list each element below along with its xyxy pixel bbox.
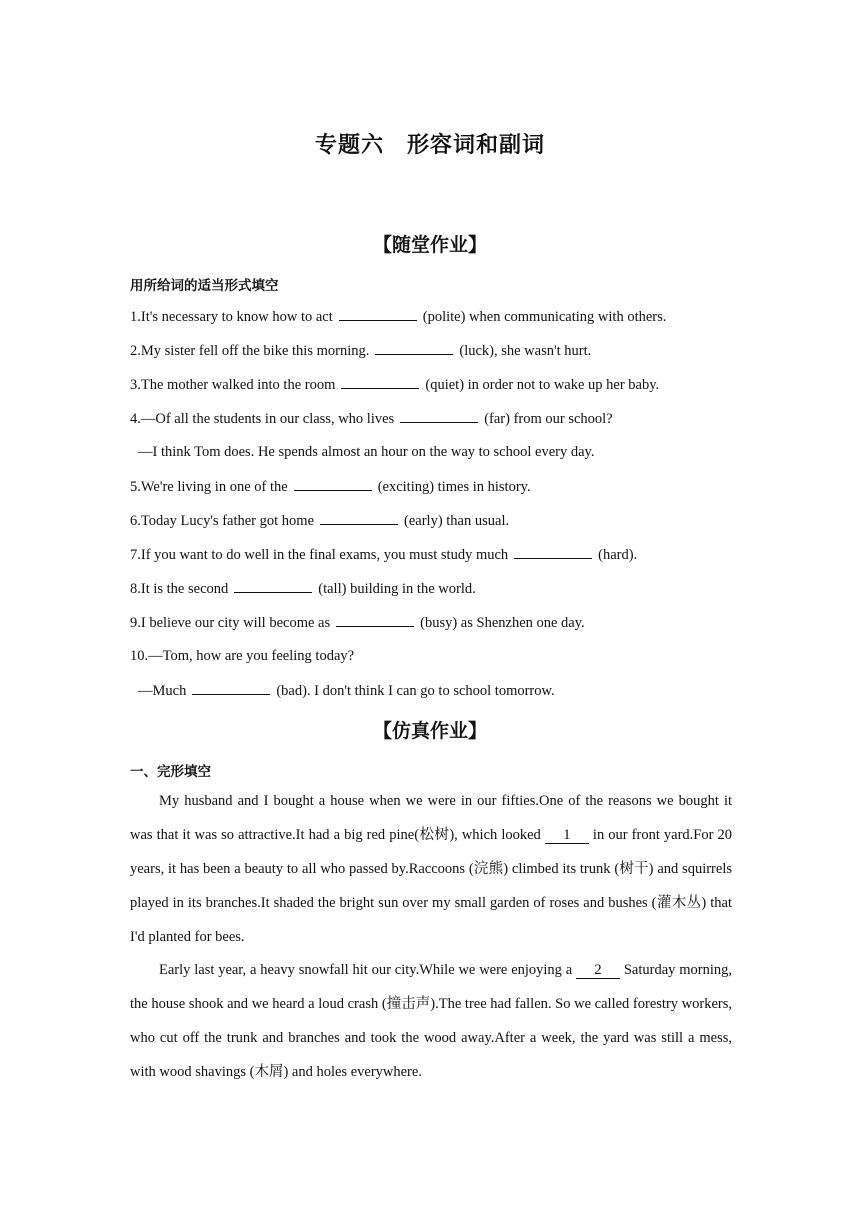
question-4-response: —I think Tom does. He spends almost an hour on the way to school every day. xyxy=(138,444,595,460)
question-7 xyxy=(130,546,637,564)
question-text: 1.It's necessary to know how to act xyxy=(130,309,333,325)
question-2 xyxy=(130,342,591,360)
question-text: 6.Today Lucy's father got home xyxy=(130,513,315,529)
question-text: 8.It is the second xyxy=(130,581,229,597)
question-text: 2.My sister fell off the bike this morning. xyxy=(130,343,370,359)
question-hint: (bad). I don't think I can go to school tomorrow. xyxy=(276,683,555,699)
question-hint: (early) than usual. xyxy=(404,513,510,529)
question-4 xyxy=(130,410,613,428)
section-heading-simulation: 【仿真作业】 xyxy=(372,720,487,742)
question-hint: (polite) when communicating with others. xyxy=(422,309,667,325)
answer-blank[interactable] xyxy=(320,512,398,525)
answer-blank[interactable] xyxy=(336,614,414,627)
cloze-blank-1[interactable]: 1 xyxy=(545,827,589,844)
answer-blank[interactable] xyxy=(339,308,417,321)
question-6 xyxy=(130,512,509,530)
answer-blank[interactable] xyxy=(400,410,478,423)
question-8 xyxy=(130,580,476,598)
part-heading: 一、完形填空 xyxy=(130,764,211,780)
question-hint: (luck), she wasn't hurt. xyxy=(459,343,592,359)
question-text: 9.I believe our city will become as xyxy=(130,615,331,631)
answer-blank[interactable] xyxy=(294,478,372,491)
question-text: 5.We're living in one of the xyxy=(130,479,288,495)
question-10-response xyxy=(138,682,555,700)
question-hint: (exciting) times in history. xyxy=(377,479,531,495)
question-10: 10.—Tom, how are you feeling today? xyxy=(130,648,355,664)
question-text: 3.The mother walked into the room xyxy=(130,377,336,393)
question-hint: (hard). xyxy=(598,547,638,563)
paragraph-text: Saturday morning, the house shook and we heard a loud crash (撞击声).The tree had fallen. So we called forestry workers, who cut off the trunk and branches and took the wood away.After a week, the yard was still a mess, with wood shavings (木屑) and holes everywhere. xyxy=(130,962,732,1080)
question-text: —Much xyxy=(138,683,187,699)
cloze-paragraph-1 xyxy=(130,784,732,954)
question-hint: (busy) as Shenzhen one day. xyxy=(420,615,585,631)
question-5 xyxy=(130,478,531,496)
question-hint: (far) from our school? xyxy=(484,411,613,427)
question-9 xyxy=(130,614,585,632)
answer-blank[interactable] xyxy=(341,376,419,389)
answer-blank[interactable] xyxy=(375,342,453,355)
paragraph-text: in our front yard.For 20 years, it has been a beauty to all who passed by.Raccoons (浣熊) climbed its trunk (树干) and squirrels played in its branches.It shaded the bright sun over my small garden of roses and bushes (灌木丛) that I'd planted for bees. xyxy=(130,827,733,945)
question-3 xyxy=(130,376,659,394)
paragraph-text: Early last year, a heavy snowfall hit our city.While we were enjoying a xyxy=(159,962,577,978)
question-hint: (quiet) in order not to wake up her baby. xyxy=(425,377,660,393)
paragraph-text: My husband and I bought a house when we were in our fifties.One of the reasons we bought it was that it was so attractive.It had a big red pine(松树), which looked xyxy=(130,793,732,843)
answer-blank[interactable] xyxy=(514,546,592,559)
answer-blank[interactable] xyxy=(234,580,312,593)
cloze-paragraph-2 xyxy=(130,953,732,1089)
cloze-blank-2[interactable]: 2 xyxy=(576,962,620,979)
question-text: 4.—Of all the students in our class, who lives xyxy=(130,411,395,427)
page-title: 专题六 形容词和副词 xyxy=(314,133,545,158)
section-heading-classwork: 【随堂作业】 xyxy=(372,234,487,256)
instruction-text: 用所给词的适当形式填空 xyxy=(130,278,279,294)
question-1 xyxy=(130,308,666,326)
answer-blank[interactable] xyxy=(192,682,270,695)
question-text: 7.If you want to do well in the final exams, you must study much xyxy=(130,547,509,563)
question-hint: (tall) building in the world. xyxy=(318,581,476,597)
